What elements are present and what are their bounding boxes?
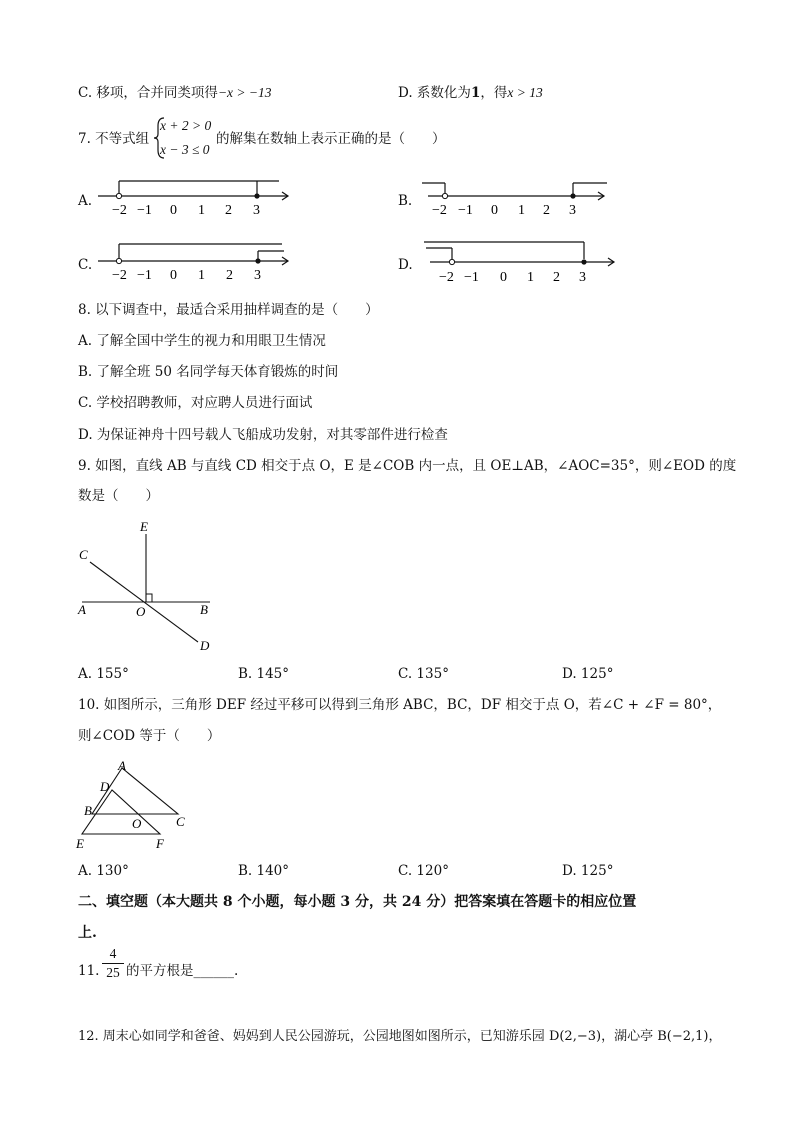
tick-label: 0 (491, 203, 498, 218)
q8-stem: 8. 以下调查中，最适合采用抽样调查的是（ ） (78, 302, 379, 318)
q8-option-a: A. 了解全国中学生的视力和用眼卫生情况 (78, 333, 326, 349)
tick-label: 3 (579, 270, 586, 284)
q10-choice-d: D. 125° (562, 863, 614, 879)
q10-choice-c: C. 120° (398, 863, 449, 879)
number-line-d (420, 238, 620, 284)
tick-label: 2 (225, 203, 232, 218)
tick-label: −1 (458, 203, 473, 218)
q7-inequality-2: x − 3 ≤ 0 (160, 142, 210, 157)
number-line-c (92, 240, 292, 282)
q10-stem-line2: 则∠COD 等于（ ） (78, 728, 221, 744)
tick-label: 2 (553, 270, 560, 284)
q10-label-a: A (118, 758, 126, 773)
q9-choice-a: A. 155° (78, 666, 129, 682)
tick-label: 0 (170, 203, 177, 218)
section2-heading-line1: 二、填空题（本大题共 8 个小题，每小题 3 分，共 24 分）把答案填在答题卡的相应位置 (78, 894, 637, 910)
q7-option-d-label: D. (398, 257, 413, 273)
q11-denominator: 25 (106, 965, 120, 980)
q9-label-o: O (136, 604, 146, 619)
tick-label: 1 (198, 268, 205, 282)
tick-label: 3 (569, 203, 576, 218)
tick-label: 3 (253, 203, 260, 218)
q7-tail: 的解集在数轴上表示正确的是（ ） (216, 131, 446, 147)
tick-label: −2 (112, 203, 127, 218)
tick-label: −1 (464, 270, 479, 284)
tick-label: 3 (254, 268, 261, 282)
q11-numerator: 4 (109, 946, 117, 961)
q9-label-b: B (200, 602, 208, 617)
tick-label: −1 (137, 203, 152, 218)
tick-label: 1 (527, 270, 534, 284)
q9-stem-line2: 数是（ ） (78, 488, 159, 504)
q7-option-b-label: B. (398, 193, 413, 209)
number-line-a (92, 176, 292, 218)
section2-heading-line2: 上. (78, 925, 97, 941)
q10-label-o: O (132, 816, 142, 831)
q10-label-c: C (176, 814, 185, 829)
tick-label: −2 (432, 203, 447, 218)
tick-label: 1 (198, 203, 205, 218)
tick-label: −1 (137, 268, 152, 282)
q10-label-e: E (76, 836, 84, 850)
q8-option-c: C. 学校招聘教师，对应聘人员进行面试 (78, 395, 313, 411)
q9-choice-d: D. 125° (562, 666, 614, 682)
q10-choice-b: B. 140° (238, 863, 290, 879)
q10-label-b: B (84, 803, 92, 818)
q11-fraction (102, 946, 124, 981)
q9-choice-c: C. 135° (398, 666, 449, 682)
q11-tail: 的平方根是______. (126, 963, 239, 979)
number-line-b (418, 176, 618, 218)
q10-choice-a: A. 130° (78, 863, 129, 879)
fraction-bar (102, 963, 124, 964)
q9-stem-line1: 9. 如图，直线 AB 与直线 CD 相交于点 O，E 是∠COB 内一点，且 OE⊥AB，∠AOC=35°，则∠EOD 的度 (78, 458, 737, 474)
q10-label-f: F (156, 836, 164, 850)
q9-label-e: E (140, 519, 148, 534)
q10-figure (74, 758, 194, 850)
q6-option-c: C. 移项，合并同类项得−x > −13 (78, 85, 272, 101)
q8-option-b: B. 了解全班 50 名同学每天体育锻炼的时间 (78, 364, 339, 380)
tick-label: 0 (500, 270, 507, 284)
tick-label: −2 (439, 270, 454, 284)
tick-label: 2 (226, 268, 233, 282)
q9-label-c: C (79, 547, 88, 562)
q10-stem-line1: 10. 如图所示，三角形 DEF 经过平移可以得到三角形 ABC，BC，DF 相交于点 O，若∠C + ∠F = 80°， (78, 697, 722, 713)
q10-label-d: D (100, 779, 110, 794)
q12-stem: 12. 周末心如同学和爸爸、妈妈到人民公园游玩，公园地图如图所示，已知游乐园 D(2,−3)，湖心亭 B(−2,1)， (78, 1029, 722, 1044)
q9-figure (74, 518, 224, 656)
q7-option-c-label: C. (78, 257, 93, 273)
q7-option-a-label: A. (78, 193, 93, 209)
q7-lead: 7. 不等式组 (78, 131, 150, 147)
q9-choice-b: B. 145° (238, 666, 290, 682)
tick-label: −2 (112, 268, 127, 282)
q8-option-d: D. 为保证神舟十四号载人飞船成功发射，对其零部件进行检查 (78, 427, 448, 443)
q9-label-a: A (78, 602, 86, 617)
q7-inequality-1: x + 2 > 0 (160, 118, 212, 133)
tick-label: 1 (518, 203, 525, 218)
tick-label: 0 (170, 268, 177, 282)
q11-number: 11. (78, 963, 100, 979)
q6-option-d: D. 系数化为1，得x > 13 (398, 85, 543, 101)
q9-label-d: D (200, 638, 210, 653)
tick-label: 2 (543, 203, 550, 218)
